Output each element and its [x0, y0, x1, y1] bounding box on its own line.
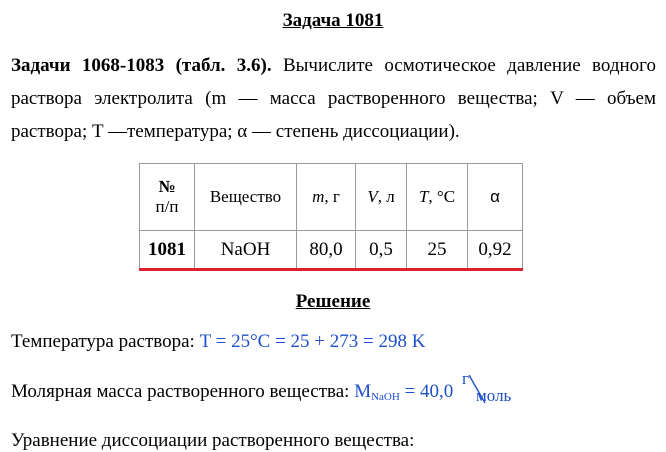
molar-value: = 40,0	[399, 381, 454, 402]
molar-mass-line	[11, 369, 522, 407]
task-lead: Задачи 1068-1083 (табл. 3.6).	[11, 55, 272, 76]
task-text: Вычислите осмотическое давление водного раствора электролита (m — масса растворенного вещества; V — объем раствора; T —температура; α — степень диссоциации).	[11, 55, 656, 142]
task-statement	[11, 49, 656, 148]
header-temperature: T, °C	[407, 164, 468, 231]
molar-mass-formula	[354, 369, 522, 405]
cell-substance: NaOH	[195, 231, 297, 270]
data-table	[139, 163, 523, 271]
header-substance: Вещество	[195, 164, 297, 231]
cell-alpha: 0,92	[468, 231, 523, 270]
molar-symbol: M	[354, 381, 372, 402]
unit-numerator: г	[462, 369, 470, 388]
cell-mass: 80,0	[297, 231, 356, 270]
molar-mass-label: Молярная масса растворенного вещества:	[11, 381, 355, 402]
unit-denominator: моль	[476, 386, 512, 405]
table-row	[140, 231, 523, 270]
header-mass: m, г	[297, 164, 356, 231]
temperature-formula: T = 25°C = 25 + 273 = 298 K	[199, 331, 426, 352]
cell-volume: 0,5	[356, 231, 407, 270]
unit-fraction	[458, 369, 522, 407]
header-num: № п/п	[140, 164, 195, 231]
page-title: Задача 1081	[282, 10, 384, 31]
cell-temperature: 25	[407, 231, 468, 270]
header-volume: V, л	[356, 164, 407, 231]
header-alpha: α	[468, 164, 523, 231]
molar-subscript: NaOH	[371, 391, 400, 403]
cell-num: 1081	[140, 231, 195, 270]
temperature-line	[11, 331, 425, 353]
dissociation-line: Уравнение диссоциации растворенного вещества:	[11, 430, 415, 451]
table-header-row	[140, 164, 523, 231]
temperature-label: Температура раствора:	[11, 331, 200, 352]
solution-heading: Решение	[295, 291, 371, 312]
